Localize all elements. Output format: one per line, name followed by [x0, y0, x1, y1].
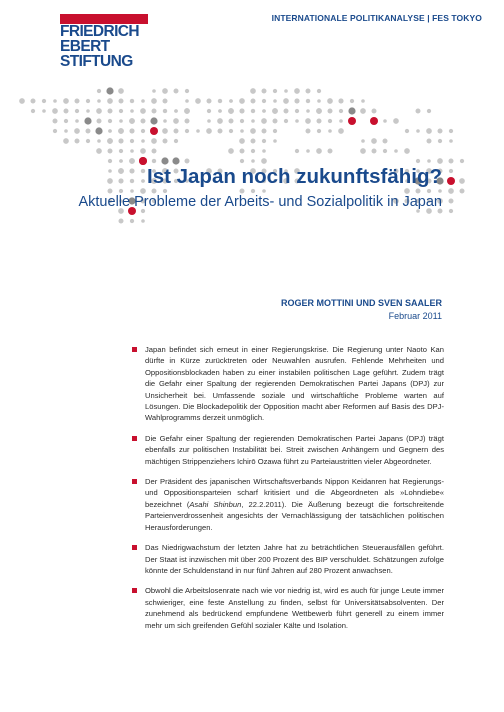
map-dot — [118, 168, 124, 174]
map-dot — [141, 169, 145, 173]
map-dot — [383, 119, 387, 123]
map-dot — [150, 117, 157, 124]
red-square-icon — [132, 479, 137, 484]
map-dot — [130, 139, 134, 143]
map-dot — [130, 99, 134, 103]
map-dot — [119, 119, 123, 123]
map-dot — [206, 128, 212, 134]
map-dot — [262, 149, 266, 153]
map-dot — [284, 119, 288, 123]
logo-line-2: EBERT — [60, 38, 110, 55]
map-dot — [150, 127, 158, 135]
map-dot — [229, 119, 234, 124]
map-dot — [195, 98, 201, 104]
map-dot — [141, 99, 145, 103]
map-dot — [371, 138, 377, 144]
map-dot — [185, 89, 189, 93]
map-dot — [184, 108, 190, 114]
map-dot — [262, 109, 266, 113]
map-dot — [163, 109, 167, 113]
map-dot — [152, 89, 156, 93]
map-dot — [185, 119, 190, 124]
bullet-item — [132, 433, 444, 467]
map-dot — [74, 128, 80, 134]
map-dot — [31, 99, 36, 104]
map-dot — [139, 157, 147, 165]
map-dot — [95, 127, 102, 134]
map-dot — [316, 148, 322, 154]
map-dot — [360, 108, 366, 114]
map-dot — [284, 109, 289, 114]
map-dot — [162, 128, 168, 134]
map-dot — [328, 109, 333, 114]
bullet-item — [132, 344, 444, 424]
bullet-text: Obwohl die Arbeitslosenrate nach wie vor niedrig ist, wird es auch für junge Leute immer schwieriger, eine feste Anstellung zu finden, selbst für Universitätsabsolventen. Der zunehmend als bedrückend empfundene Wettbewerb führt generell zu einem immer mehr um sich greifenden Gefühl sozialer Kälte und Isolation. — [145, 586, 444, 630]
series-header: INTERNATIONALE POLITIKANALYSE | FES TOKYO — [271, 13, 482, 23]
map-dot — [393, 118, 399, 124]
map-dot — [361, 99, 365, 103]
map-dot — [107, 138, 113, 144]
map-dot — [97, 99, 101, 103]
map-dot — [53, 129, 57, 133]
map-dot — [108, 189, 113, 194]
map-dot — [427, 159, 431, 163]
map-dot — [404, 148, 410, 154]
map-dot — [229, 99, 233, 103]
map-dot — [240, 109, 245, 114]
map-dot — [262, 129, 267, 134]
map-dot — [163, 189, 167, 193]
map-dot — [130, 109, 134, 113]
map-dot — [405, 129, 409, 133]
map-dot — [448, 188, 454, 194]
map-dot — [163, 139, 168, 144]
map-dot — [383, 139, 388, 144]
map-dot — [284, 89, 288, 93]
bullet-text: Das Niedrigwachstum der letzten Jahre hat zu beträchtlichen Steuerausfällen geführt. Der Staat ist inzwischen mit über 200 Prozent des BIP verschuldet. Schätzungen zufolge könnte der Schuldenstand in nur fünf Jahren auf 280 Prozent anwachsen. — [145, 543, 444, 575]
map-dot — [86, 99, 90, 103]
map-dot — [97, 139, 101, 143]
map-dot — [416, 159, 420, 163]
map-dot — [272, 108, 278, 114]
map-dot — [350, 99, 354, 103]
map-dot — [240, 149, 245, 154]
source-citation: Asahi Shinbun — [189, 499, 242, 509]
map-dot — [250, 88, 256, 94]
map-dot — [339, 99, 344, 104]
map-dot — [316, 108, 322, 114]
map-dot — [251, 149, 255, 153]
map-dot — [251, 159, 255, 163]
map-dot — [449, 139, 453, 143]
map-dot — [130, 219, 134, 223]
map-dot — [63, 138, 69, 144]
map-dot — [152, 109, 157, 114]
page-subtitle: Aktuelle Probleme der Arbeits- und Sozialpolitik in Japan — [78, 194, 442, 210]
map-dot — [404, 188, 410, 194]
map-dot — [107, 98, 113, 104]
map-dot — [173, 118, 179, 124]
map-dot — [75, 109, 79, 113]
map-dot — [163, 119, 167, 123]
map-dot — [306, 89, 311, 94]
map-dot — [449, 129, 453, 133]
map-dot — [306, 109, 310, 113]
map-dot — [360, 148, 366, 154]
map-dot — [261, 118, 267, 124]
map-dot — [207, 109, 211, 113]
map-dot — [108, 159, 112, 163]
map-dot — [108, 109, 113, 114]
map-dot — [459, 178, 465, 184]
publication-date: Februar 2011 — [388, 311, 442, 321]
map-dot — [64, 129, 68, 133]
map-dot — [207, 99, 212, 104]
map-dot — [295, 119, 299, 123]
map-dot — [151, 138, 157, 144]
map-dot — [140, 188, 146, 194]
map-dot — [339, 109, 343, 113]
map-dot — [228, 108, 234, 114]
bullet-text-part: , 22.2.2011). Die Äußerung bezeugt die fortschreitende Parteienverdrossenheit angesichts der Vernachlässigung der tatsächlichen politischen Herausforderungen. — [145, 499, 444, 532]
map-dot — [129, 118, 135, 124]
map-dot — [370, 117, 378, 125]
map-dot — [108, 129, 112, 133]
map-dot — [416, 129, 420, 133]
map-dot — [447, 177, 455, 185]
red-square-icon — [132, 347, 137, 352]
map-dot — [251, 139, 256, 144]
map-dot — [86, 129, 91, 134]
map-dot — [96, 108, 102, 114]
map-dot — [306, 99, 310, 103]
map-dot — [348, 117, 356, 125]
map-dot — [250, 128, 256, 134]
map-dot — [437, 158, 443, 164]
map-dot — [348, 107, 355, 114]
bullet-text-part: Der Präsident des japanischen Wirtschaftsverbands Nippon Keidanren hat Regierungs- und Oppositionsparteien scharf kritisiert und die Abgeordneten als »Lohndiebe« bezeichnet ( — [145, 477, 444, 509]
bullet-item — [132, 476, 444, 533]
map-dot — [239, 98, 245, 104]
map-dot — [449, 169, 453, 173]
map-dot — [174, 129, 179, 134]
map-dot — [416, 109, 421, 114]
map-dot — [427, 109, 431, 113]
summary-bullets — [132, 344, 444, 640]
map-dot — [107, 178, 113, 184]
map-dot — [96, 148, 102, 154]
red-square-icon — [132, 545, 137, 550]
map-dot — [130, 129, 135, 134]
map-dot — [218, 109, 222, 113]
map-dot — [119, 109, 123, 113]
map-dot — [438, 129, 443, 134]
map-dot — [119, 219, 124, 224]
authors: ROGER MOTTINI UND SVEN SAALER — [280, 298, 442, 308]
map-dot — [152, 159, 156, 163]
map-dot — [239, 138, 245, 144]
map-dot — [75, 119, 79, 123]
map-dot — [449, 199, 454, 204]
map-dot — [339, 119, 343, 123]
map-dot — [306, 129, 311, 134]
map-dot — [75, 139, 80, 144]
map-dot — [161, 157, 168, 164]
map-dot — [118, 128, 124, 134]
map-dot — [119, 139, 124, 144]
logo-line-3: STIFTUNG — [60, 53, 133, 70]
map-dot — [273, 119, 278, 124]
map-dot — [317, 89, 321, 93]
map-dot — [108, 149, 113, 154]
map-dot — [185, 99, 189, 103]
map-dot — [86, 139, 90, 143]
map-dot — [130, 169, 135, 174]
map-dot — [383, 149, 387, 153]
map-dot — [174, 139, 178, 143]
map-dot — [119, 149, 123, 153]
map-dot — [240, 159, 244, 163]
map-dot — [427, 189, 431, 193]
map-dot — [185, 129, 189, 133]
map-dot — [460, 189, 465, 194]
map-dot — [52, 108, 58, 114]
map-dot — [174, 109, 178, 113]
map-dot — [295, 109, 299, 113]
map-dot — [294, 88, 300, 94]
map-dot — [251, 119, 255, 123]
map-dot — [174, 89, 179, 94]
bullet-text: Japan befindet sich erneut in einer Regierungskrise. Die Regierung unter Naoto Kan dürfte in Kürze zurücktreten oder Neuwahlen ausrufen. Fehlende Mehrheiten und Oppositionsblockaden haben zu einer instabilen politischen Lage geführt. Zudem trägt die Gefahr einer Spaltung der regierenden Demokratischen Partei Japans (DPJ) zur Unsicherheit bei. Umfassende soziale und wirtschaftliche Probleme warten auf Lösungen. Die Blockadepolitik der Opposition macht aber Reformen auf Basis des DPJ-Wahlprogramms derzeit unmöglich. — [145, 345, 444, 423]
map-dot — [240, 119, 244, 123]
bullet-item — [132, 585, 444, 631]
map-dot — [273, 99, 277, 103]
map-dot — [372, 109, 377, 114]
map-dot — [327, 98, 333, 104]
map-dot — [141, 129, 145, 133]
map-dot — [317, 129, 321, 133]
bullet-text: Die Gefahr einer Spaltung der regierenden Demokratischen Partei Japans (DPJ) trägt ebenfalls zur politischen Instabilität bei. Streit zwischen Anhängern und Gegnern des mächtigen Strippenziehers Ichirō Ozawa führt zu Parteiaustritten vieler Abgeordneter. — [145, 433, 444, 466]
map-dot — [141, 219, 145, 223]
fes-logo — [60, 14, 160, 69]
map-dot — [53, 119, 58, 124]
map-dot — [106, 87, 113, 94]
red-square-icon — [132, 588, 137, 593]
map-dot — [130, 189, 134, 193]
map-dot — [240, 129, 244, 133]
map-dot — [118, 88, 124, 94]
map-dot — [262, 139, 266, 143]
map-dot — [295, 149, 299, 153]
map-dot — [119, 179, 124, 184]
map-dot — [185, 159, 190, 164]
map-dot — [86, 109, 90, 113]
red-square-icon — [132, 436, 137, 441]
logo-line-1: FRIEDRICH — [60, 23, 139, 40]
map-dot — [63, 98, 69, 104]
map-dot — [218, 99, 222, 103]
map-dot — [306, 149, 310, 153]
map-dot — [97, 89, 101, 93]
map-dot — [426, 128, 432, 134]
page-title: Ist Japan noch zukunftsfähig? — [147, 165, 442, 188]
map-dot — [229, 129, 233, 133]
map-dot — [108, 119, 112, 123]
map-dot — [295, 99, 300, 104]
map-dot — [141, 119, 146, 124]
map-dot — [261, 158, 267, 164]
map-dot — [283, 98, 289, 104]
map-dot — [438, 189, 442, 193]
map-dot — [328, 149, 333, 154]
map-dot — [273, 89, 277, 93]
map-dot — [251, 189, 255, 193]
map-dot — [119, 159, 123, 163]
map-dot — [196, 129, 200, 133]
map-dot — [273, 139, 277, 143]
map-dot — [42, 109, 46, 113]
map-dot — [64, 109, 69, 114]
map-dot — [152, 149, 157, 154]
map-dot — [151, 98, 157, 104]
map-dot — [328, 119, 332, 123]
bullet-item — [132, 542, 444, 576]
map-dot — [460, 159, 464, 163]
map-dot — [427, 139, 432, 144]
map-dot — [416, 189, 421, 194]
map-dot — [108, 169, 112, 173]
map-dot — [129, 158, 135, 164]
map-dot — [218, 129, 223, 134]
map-dot — [141, 139, 145, 143]
map-dot — [273, 129, 277, 133]
map-dot — [140, 108, 146, 114]
map-dot — [251, 109, 255, 113]
map-dot — [372, 149, 377, 154]
map-dot — [163, 99, 168, 104]
map-dot — [394, 149, 398, 153]
map-dot — [140, 148, 146, 154]
map-dot — [130, 149, 134, 153]
map-dot — [317, 99, 321, 103]
map-dot — [119, 189, 123, 193]
map-dot — [31, 109, 35, 113]
map-dot — [305, 118, 311, 124]
map-dot — [338, 128, 344, 134]
map-dot — [75, 99, 80, 104]
map-dot — [449, 209, 453, 213]
map-dot — [361, 139, 365, 143]
map-dot — [207, 119, 211, 123]
map-dot — [141, 179, 145, 183]
map-dot — [317, 119, 322, 124]
bullet-text — [145, 476, 444, 533]
map-dot — [240, 189, 245, 194]
map-dot — [449, 159, 454, 164]
map-dot — [19, 98, 25, 104]
map-dot — [262, 189, 266, 193]
map-dot — [162, 88, 168, 94]
map-dot — [328, 129, 332, 133]
map-dot — [53, 99, 57, 103]
map-dot — [152, 189, 157, 194]
map-dot — [262, 99, 266, 103]
map-dot — [438, 139, 442, 143]
map-dot — [228, 148, 234, 154]
map-dot — [262, 89, 267, 94]
map-dot — [217, 118, 223, 124]
map-dot — [84, 117, 91, 124]
map-dot — [42, 99, 46, 103]
map-dot — [130, 179, 134, 183]
map-dot — [119, 99, 124, 104]
map-dot — [172, 157, 179, 164]
map-dot — [97, 119, 102, 124]
map-dot — [251, 99, 256, 104]
map-dot — [64, 119, 68, 123]
